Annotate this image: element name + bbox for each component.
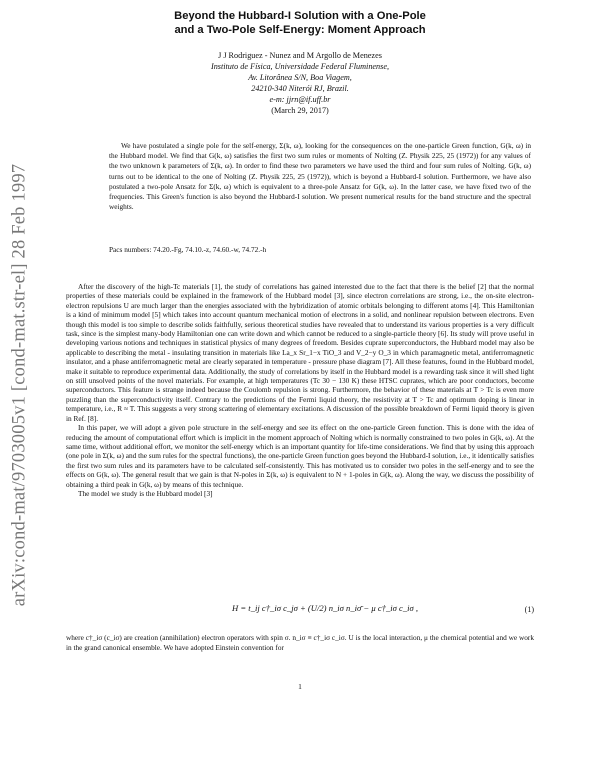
paragraph-intro: After the discovery of the high-Tc materials [1], the study of correlations has gained interested due to the fact that there is the belief [2] that the normal properties of these materials could be explained in the framework of the Hubbard model [3], since electron correlations are strong, i.e., the on-site electron-electron repulsions U are much larger than the energies associated with the hybridization of atomic orbitals belonging to different atoms [4]. This Hamiltonian is a kind of minimum model [5] which takes into account quantum mechanical motion of electrons in a solid, and nonlinear repulsion between electrons. Even though this model is too simple to describe solids faithfully, serious theoretical studies have revealed that to understand its various properties is a very difficult task, since is the simplest many-body Hamiltonian one can write down and which cannot be reduced to a single-particle theory [6]. Its study will prove useful in developing various notions and techniques in statistical physics of many degrees of freedom. Besides cuprate superconductors, the Hubbard model may also be applicable to describing the metal - insulating transition in materials like La_x Sr_1−x TiO_3 and V_2−y O_3 in which paramagnetic metal, antiferromagnetic insulator, and a phase antiferromagnetic metal are clearly separated in temperature - pressure phase diagram [7]. All these features, found in the Hubbard model, make it suitable to reproduce experimental data. Additionally, the study of correlations by itself in the Hubbard model is a rewarding task since it will shed light on still unsolved points of the novel materials. For example, at high temperatures (Tc 30 − 130 K) these HTSC cuprates, which are poor conductors, become superconductors. This feature is strange indeed because the Coulomb repulsion is strong. Furthermore, the behavior of these materials at T > Tc is even more puzzling than the superconductivity itself. Contrary to the predictions of the Fermi liquid theory, the resistivity at T > Tc and optimum doping is linear in temperature, i.e., R ≈ T. This suggests a very strong scattering of elementary excitations. A discussion of the possible breakdown of Fermi liquid theory is given in Ref. [8]. — [66, 282, 534, 423]
affiliation-line-1: Instituto de Física, Universidade Federal Fluminense, — [210, 62, 390, 71]
paragraph-model: The model we study is the Hubbard model [3] — [78, 488, 213, 498]
abstract — [109, 141, 531, 212]
paper-title-line-1: Beyond the Hubbard-I Solution with a One-Pole — [174, 10, 426, 22]
paper-title-line-2: and a Two-Pole Self-Energy: Moment Approach — [174, 24, 426, 36]
page-number: 1 — [298, 682, 302, 691]
arxiv-stamp — [6, 150, 34, 620]
abstract-text: We have postulated a single pole for the self-energy, Σ(k, ω), looking for the consequences on the one-particle Green function, G(k, ω) in the Hubbard model. We find that G(k, ω) satisfies the first two sum rules or moments of Nolting (Z. Physik 225, 25 (1972)) for any values of the two unknown k parameters of Σ(k, ω). In order to find these two parameters we have used the third and four sum rules of Nolting. G(k, ω) turns out to be identical to the one of Nolting (Z. Physik 225, 25 (1972)), which is beyond a Hubbard-I solution. Furthermore, we have also postulated a two-pole Ansatz for Σ(k, ω) which is equivalent to a three-pole Ansatz for G(k, ω). In the latter case, we have fixed two of the frequencies. This Green's function is also beyond the Hubbard-I solution. We present numerical results for the band structure and the spectral weights. — [109, 141, 531, 212]
body-text — [66, 282, 534, 498]
equation-number: (1) — [524, 605, 534, 614]
affiliation-email: e-m: jjrn@if.uff.br — [269, 95, 331, 104]
affiliation-line-3: 24210-340 Niterói RJ, Brazil. — [251, 84, 349, 93]
authors: J J Rodriguez - Nunez and M Argollo de Menezes — [218, 51, 382, 60]
affiliation-date: (March 29, 2017) — [271, 106, 329, 115]
arxiv-stamp-text: arXiv:cond-mat/9703005v1 [cond-mat.str-el] 28 Feb 1997 — [9, 163, 30, 607]
paragraph-after-equation: where c†_iσ (c_iσ) are creation (annihilation) electron operators with spin σ. n_iσ ≡ c†_iσ c_iσ. U is the local interaction, μ the chemical potential and we work in the grand canonical ensemble. We have adopted Einstein convention for — [66, 633, 534, 652]
paragraph-approach: In this paper, we will adopt a given pole structure in the self-energy and see its effect on the one-particle Green function. This is done with the idea of reducing the amount of computational effort which is implicit in the moment approach of Nolting which is normally constrained to two poles in G(k, ω). At the same time, without additional effort, we monitor the self-energy which is an important quantity for life-time considerations. We find that by using this approach (one pole in Σ(k, ω) and the sum rules for the spectral functions), the one-particle Green function goes beyond the Hubbard-I solution, i.e., it identically satisfies the first two sum rules and its parameters have to be calculated self-consistently. This has motivated us to consider two poles in the self-energy and to see the effects on G(k, ω). The general result that we gain is that N-poles in Σ(k, ω) is equivalent to N + 1-poles in G(k, ω). Along the way, we discuss the possibility of obtaining a third peak in G(k, ω) by means of this technique. — [66, 423, 535, 489]
pacs-numbers: Pacs numbers: 74.20.-Fg, 74.10.-z, 74.60.-w, 74.72.-h — [109, 245, 267, 254]
affiliation-line-2: Av. Litorânea S/N, Boa Viagem, — [248, 73, 352, 82]
equation-1: H = t_ij c†_iσ c_jσ + (U/2) n_iσ n_iσ̄ − μ c†_iσ c_iσ , — [232, 603, 419, 613]
